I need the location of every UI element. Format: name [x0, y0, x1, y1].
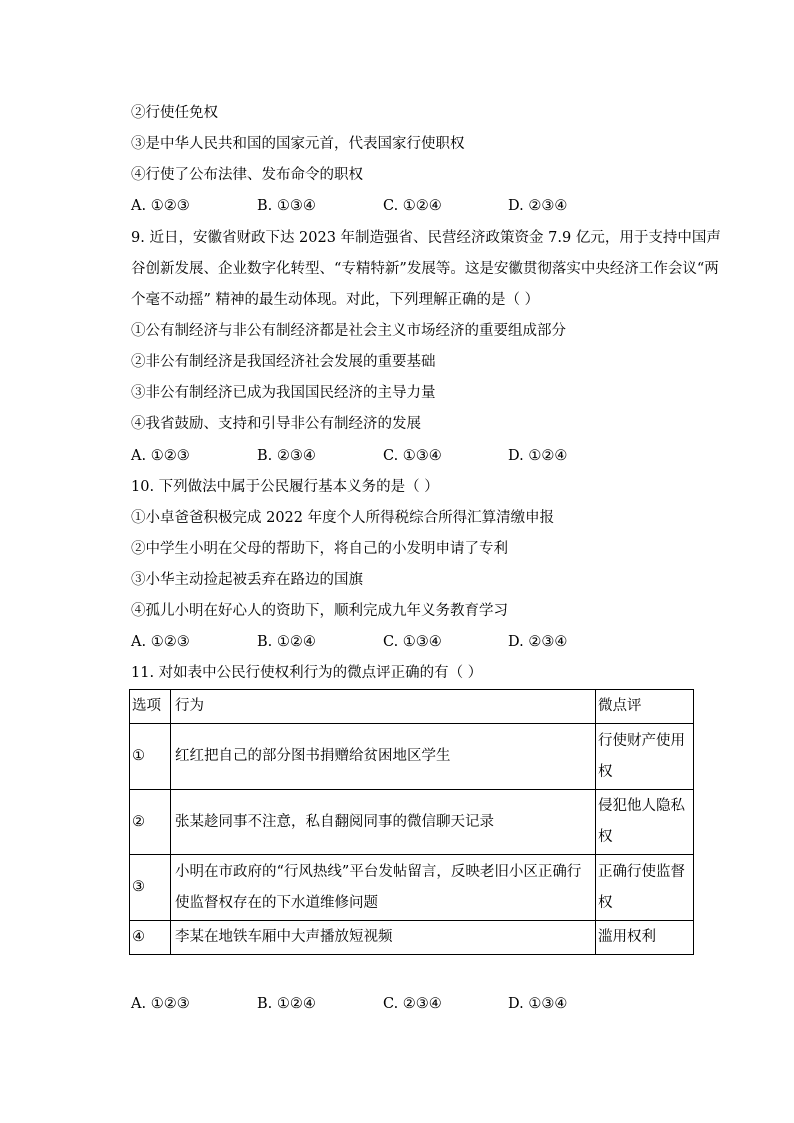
q11-options [131, 994, 691, 1014]
q10-item-4: ④孤儿小明在好心人的资助下，顺利完成九年义务教育学习 [131, 603, 508, 619]
q9-option-b[interactable]: B. ②③④ [257, 448, 316, 464]
q9-item-1: ①公有制经济与非公有制经济都是社会主义市场经济的重要组成部分 [131, 323, 566, 339]
q9-option-d[interactable]: D. ①②④ [508, 448, 568, 464]
q8-option-b[interactable]: B. ①③④ [257, 198, 316, 214]
q8-option-d[interactable]: D. ②③④ [508, 198, 568, 214]
table-cell: 正确行使监督权 [598, 863, 685, 911]
table-header-row [130, 690, 694, 724]
q10-stem: 10. 下列做法中属于公民履行基本义务的是（ ） [131, 479, 439, 495]
table-cell: ② [130, 790, 171, 855]
q9-stem-line3: 个毫不动摇” 精神的最生动体现。对此，下列理解正确的是（ ） [131, 292, 540, 308]
table-cell: 行使财产使用权 [598, 732, 685, 780]
table-row [130, 855, 694, 921]
table-cell: ① [130, 724, 171, 790]
table-cell: ④ [130, 921, 171, 955]
q9-options [131, 446, 691, 466]
q8-option-c[interactable]: C. ①②④ [383, 198, 442, 214]
q9-item-4: ④我省鼓励、支持和引导非公有制经济的发展 [131, 416, 421, 432]
q9-item-2: ②非公有制经济是我国经济社会发展的重要基础 [131, 354, 436, 370]
q9-option-c[interactable]: C. ①③④ [383, 448, 442, 464]
table-header-cell: 选项 [130, 690, 171, 724]
q8-option-a[interactable]: A. ①②③ [131, 198, 190, 214]
q8-item-4: ④行使了公布法律、发布命令的职权 [131, 167, 363, 183]
q10-option-b[interactable]: B. ①②④ [257, 634, 316, 650]
q9-option-a[interactable]: A. ①②③ [131, 448, 190, 464]
q9-stem-line2: 谷创新发展、企业数字化转型、“专精特新”发展等。这是安徽贯彻落实中央经济工作会议“两 [131, 261, 719, 277]
q10-option-a[interactable]: A. ①②③ [131, 634, 190, 650]
table-header-cell: 微点评 [596, 690, 694, 724]
q11-table [129, 689, 694, 955]
q10-options [131, 632, 691, 652]
q11-option-a[interactable]: A. ①②③ [131, 996, 190, 1012]
table-cell: ③ [130, 855, 171, 921]
table-cell: 李某在地铁车厢中大声播放短视频 [171, 921, 596, 955]
table-row [130, 790, 694, 855]
table-row [130, 724, 694, 790]
table-cell: 小明在市政府的“行风热线”平台发帖留言，反映老旧小区正确行使监督权存在的下水道维修问题 [175, 863, 582, 911]
table-cell: 红红把自己的部分图书捐赠给贫困地区学生 [171, 724, 596, 790]
q11-option-d[interactable]: D. ①③④ [508, 996, 568, 1012]
table-row [130, 921, 694, 955]
q8-options [131, 196, 691, 216]
table-cell: 侵犯他人隐私权 [598, 798, 685, 845]
q9-stem-line1: 9. 近日，安徽省财政下达 2023 年制造强省、民营经济政策资金 7.9 亿元，用于支持中国声 [131, 230, 721, 246]
q11-option-b[interactable]: B. ①②④ [257, 996, 316, 1012]
table-cell: 滥用权利 [596, 921, 694, 955]
q10-item-2: ②中学生小明在父母的帮助下，将自己的小发明申请了专利 [131, 541, 508, 557]
q10-item-3: ③小华主动捡起被丢弃在路边的国旗 [131, 572, 363, 588]
q10-option-d[interactable]: D. ②③④ [508, 634, 568, 650]
q10-option-c[interactable]: C. ①③④ [383, 634, 442, 650]
q11-stem: 11. 对如表中公民行使权利行为的微点评正确的有（ ） [131, 665, 483, 681]
table-cell: 张某趁同事不注意，私自翻阅同事的微信聊天记录 [171, 790, 596, 855]
q9-item-3: ③非公有制经济已成为我国国民经济的主导力量 [131, 385, 436, 401]
q10-item-1: ①小卓爸爸积极完成 2022 年度个人所得税综合所得汇算清缴申报 [131, 510, 555, 526]
q8-item-2: ②行使任免权 [131, 105, 218, 121]
q8-item-3: ③是中华人民共和国的国家元首，代表国家行使职权 [131, 136, 465, 152]
q11-option-c[interactable]: C. ②③④ [383, 996, 442, 1012]
table-header-cell: 行为 [171, 690, 596, 724]
